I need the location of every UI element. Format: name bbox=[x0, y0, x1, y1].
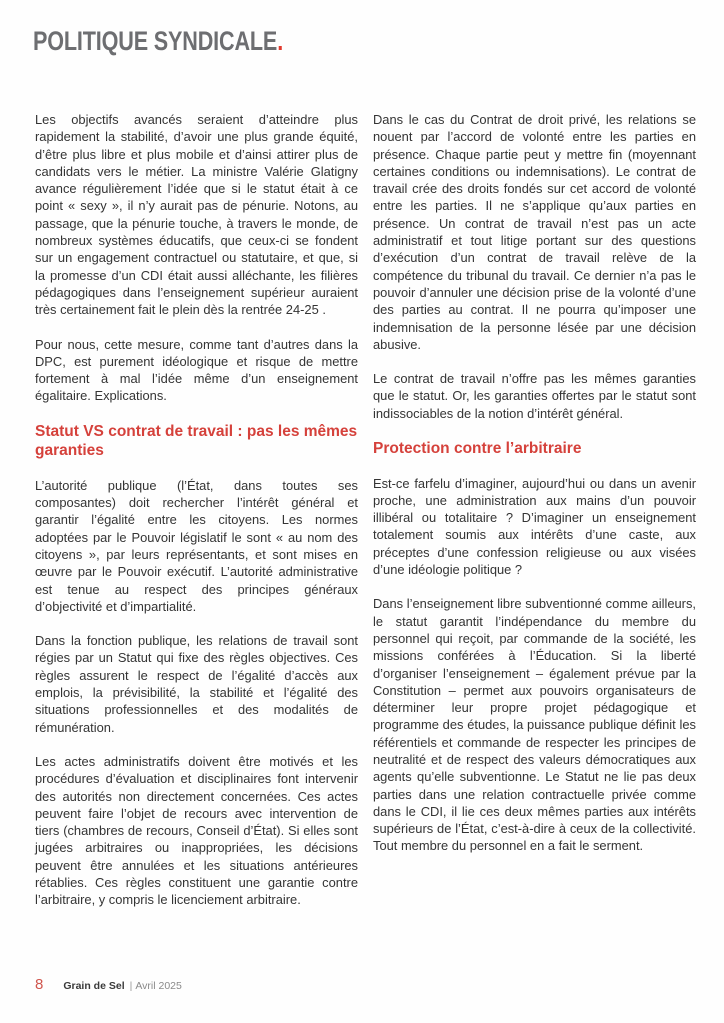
footer-text bbox=[63, 980, 182, 992]
body-paragraph: Dans l’enseignement libre subventionné comme ailleurs, le statut garantit l’indépendance du membre du personnel qui reçoit, par commande de la société, les missions conférées à l’Éducation. Si la liberté d’organiser l’enseignement – également prévue par la Constitution – permet aux pouvoirs organisateurs de déterminer leur propre projet pédagogique et programme des études, la puissance publique définit les référentiels et commande de respecter les principes de neutralité et de respect des valeurs démocratiques aux agents qu’elle subventionne. Le Statut ne lie pas deux parties dans une relation contractuelle privée comme dans le CDI, il lie ces deux mêmes parties aux intérêts supérieurs de l’État, c’est-à-dire à ceux de la collectivité. Tout membre du personnel en a fait le serment. bbox=[373, 596, 696, 854]
page-number: 8 bbox=[35, 976, 44, 993]
right-column bbox=[373, 111, 696, 926]
body-paragraph: Pour nous, cette mesure, comme tant d’autres dans la DPC, est purement idéologique et risque de mettre fortement à mal l’idée même d’un enseignement égalitaire. Explications. bbox=[35, 336, 358, 404]
body-paragraph: Dans la fonction publique, les relations de travail sont régies par un Statut qui fixe des règles objectives. Ces règles assurent le respect de l’égalité d’accès aux emplois, la prévisibilité, la stabilité et l’égalité des situations professionnelles et des modalités de rémunération. bbox=[35, 633, 358, 735]
page-footer bbox=[35, 976, 182, 993]
article-columns bbox=[35, 111, 696, 926]
body-paragraph: Les actes administratifs doivent être motivés et les procédures d’évaluation et disciplinaires font intervenir des autorités non directement concernées. Ces actes peuvent faire l’objet de recours avec intervention de tiers (chambres de recours, Conseil d’État). Si elles sont jugées arbitraires ou inappropriées, les décisions peuvent être annulées et les situations antérieures rétablies. Ces règles constituent une garantie contre l’arbitraire, y compris le licenciement arbitraire. bbox=[35, 753, 358, 908]
page-title bbox=[33, 28, 724, 55]
title-period: . bbox=[277, 26, 284, 56]
section-heading-protection-arbitraire: Protection contre l’arbitraire bbox=[373, 440, 582, 458]
issue-date: Avril 2025 bbox=[135, 980, 182, 992]
body-paragraph: Dans le cas du Contrat de droit privé, les relations se nouent par l’accord de volonté entre les parties en présence. Chaque partie peut y mettre fin (moyennant certaines conditions ou indemnisations). Le contrat de travail crée des droits fondés sur cet accord de volonté entre les parties. Il ne s’applique qu’aux parties en présence. Un contrat de travail n’est pas un acte administratif et tout litige portant sur des questions d’exécution d’un contrat de travail relève de la compétence du tribunal du travail. Ce dernier n’a pas le pouvoir d’annuler une décision prise de la volonté d’une des parties au contrat. Il ne pourra qu’imposer une indemnisation de la personne lésée par une décision abusive. bbox=[373, 112, 696, 352]
left-column bbox=[35, 111, 358, 926]
body-paragraph: L’autorité publique (l’État, dans toutes ses composantes) doit rechercher l’intérêt général et garantir l’égalité entre les citoyens. Les normes adoptées par le Pouvoir législatif le sont « au nom des citoyens », par leurs représentants, et sont mises en œuvre par le Pouvoir exécutif. L’autorité administrative est tenue au respect des principes généraux d’objectivité et d’impartialité. bbox=[35, 477, 358, 614]
body-paragraph: Est-ce farfelu d’imaginer, aujourd’hui ou dans un avenir proche, une administration aux mains d’un pouvoir illibéral ou totalitaire ? D’imaginer un enseignement totalement soumis aux intérêts d’une caste, aux préceptes d’une confession religieuse ou aux visées d’une idéologie politique ? bbox=[373, 475, 696, 578]
body-paragraph: Le contrat de travail n’offre pas les mêmes garanties que le statut. Or, les garanties offertes par le statut sont indissociables de la notion d’intérêt général. bbox=[373, 371, 696, 421]
page-title-text: POLITIQUE SYNDICALE bbox=[33, 26, 278, 56]
page-title-inner bbox=[33, 28, 283, 55]
body-paragraph: Les objectifs avancés seraient d’atteindre plus rapidement la stabilité, d’avoir une plus grande équité, d’être plus libre et plus mobile et d’ainsi attirer plus de candidats vers le métier. La ministre Valérie Glatigny avance régulièrement l’idée que si le statut était à ce point « sexy », il n’y aurait pas de pénurie. Notons, au passage, que la pénurie touche, à travers le monde, de nombreux systèmes éducatifs, que ceux-ci se fondent sur un engagement contractuel ou statutaire, et que, si la promesse d’un CDI était aussi alléchante, les filières pédagogiques dans l’enseignement supérieur auraient très certainement fait le plein dès la rentrée 24-25 . bbox=[35, 112, 358, 318]
magazine-name: Grain de Sel bbox=[63, 980, 125, 992]
section-heading-statut-vs-contrat: Statut VS contrat de travail : pas les mêmes garanties bbox=[35, 422, 358, 460]
footer-separator: | bbox=[129, 980, 133, 992]
